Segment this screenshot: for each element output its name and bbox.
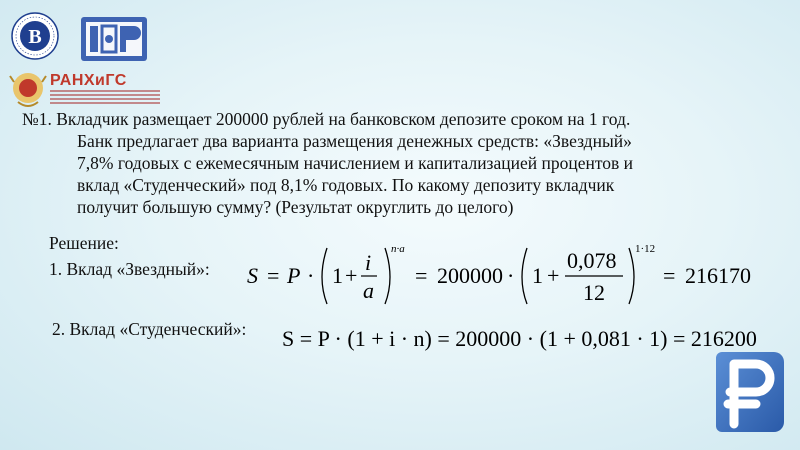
- problem-line-1: №1. Вкладчик размещает 200000 рублей на банковском депозите сроком на 1 год.: [22, 109, 631, 129]
- svg-text:В: В: [28, 26, 42, 48]
- hse-logo: [11, 12, 59, 60]
- f1-eq2: =: [415, 263, 428, 288]
- problem-line-3: 7,8% годовых с ежемесячным начислением и капитализацией процентов и: [77, 153, 634, 173]
- f1-i: i: [365, 250, 372, 275]
- f1-exp2: 1·12: [635, 243, 656, 255]
- f1-P: P: [287, 263, 301, 288]
- f1-eq3: =: [663, 263, 676, 288]
- f1-dot2: ·: [507, 263, 515, 288]
- f1-plus: +: [345, 263, 358, 288]
- f1-one2: 1: [532, 263, 543, 288]
- problem-line-2: Банк предлагает два варианта размещения денежных средств: «Звездный»: [77, 131, 632, 151]
- formula-zvezdny: [245, 238, 785, 308]
- f1-a: a: [363, 278, 374, 303]
- problem-line-4: вклад «Студенческий» под 8,1% годовых. По какому депозиту вкладчик: [77, 175, 615, 195]
- ruble-icon: [712, 346, 788, 432]
- f1-result: 216170: [685, 263, 751, 288]
- formula-studencheskiy: [280, 318, 780, 358]
- f1-plus2: +: [547, 263, 560, 288]
- f2-text: S = P · (1 + i · n) = 200000 · (1 + 0,081 · 1) = 216200: [282, 326, 757, 351]
- problem-line-5: получит большую сумму? (Результат округлить до целого): [77, 197, 514, 217]
- problem-statement: [22, 108, 762, 218]
- solution-item-1: 1. Вклад «Звездный»:: [49, 259, 210, 279]
- icef-logo: [80, 16, 148, 62]
- f1-dot: ·: [307, 263, 315, 288]
- f1-rate: 0,078: [567, 248, 617, 273]
- ranepa-title: РАНХиГС: [50, 72, 127, 89]
- f1-exponent: n·a: [391, 243, 405, 255]
- solution-heading: Решение:: [49, 233, 119, 253]
- f1-principal: 200000: [437, 263, 503, 288]
- f1-months: 12: [583, 280, 605, 305]
- solution-item-2: 2. Вклад «Студенческий»:: [52, 319, 247, 339]
- f1-eq1: =: [267, 263, 280, 288]
- f1-one: 1: [332, 263, 343, 288]
- ranepa-subtitle-lines: [50, 90, 160, 106]
- f1-S: S: [247, 263, 258, 288]
